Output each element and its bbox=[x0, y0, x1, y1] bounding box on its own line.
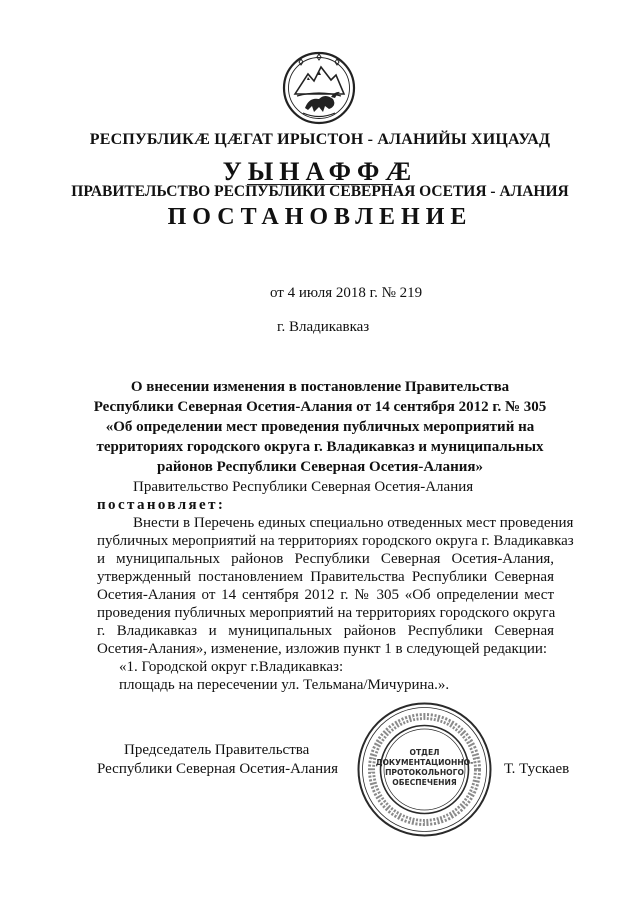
paragraph-line: утвержденный постановлением Правительства Республики Северная bbox=[97, 569, 554, 585]
stamp-line: ПРОТОКОЛЬНОГО bbox=[385, 768, 464, 777]
resolves-word: постановляет: bbox=[97, 497, 226, 513]
date-number: от 4 июля 2018 г. № 219 bbox=[270, 285, 423, 301]
government-name-russian: ПРАВИТЕЛЬСТВО РЕСПУБЛИКИ СЕВЕРНАЯ ОСЕТИЯ - АЛАНИЯ bbox=[71, 183, 569, 200]
stamp-line: ДОКУМЕНТАЦИОННО- bbox=[375, 758, 474, 767]
body-intro bbox=[97, 478, 554, 514]
title-line: районов Республики Северная Осетия-Алания» bbox=[157, 459, 483, 475]
paragraph-line: Внести в Перечень единых специально отведенных мест проведения bbox=[133, 515, 574, 531]
paragraph-line: и муниципальных районов Республики Северная Осетия-Алания, bbox=[97, 551, 554, 567]
decree-heading-ossetian: УЫНАФФÆ bbox=[222, 157, 418, 186]
paragraph-line: Осетия-Алания», изменение, изложив пункт 1 в следующей редакции: bbox=[97, 641, 548, 657]
city: г. Владикавказ bbox=[277, 319, 370, 335]
paragraph-line: Осетия-Алания от 14 сентября 2012 г. № 305 «Об определении мест bbox=[97, 587, 554, 603]
stamp-line: ОТДЕЛ bbox=[409, 748, 440, 757]
official-seal-icon bbox=[356, 701, 493, 838]
coat-of-arms-icon bbox=[281, 50, 357, 126]
title-line: территориях городского округа г. Владикавказ и муниципальных bbox=[96, 439, 544, 455]
paragraph-line: г. Владикавказ и муниципальных районов Республики Северная bbox=[97, 623, 554, 639]
signer-name: Т. Тускаев bbox=[504, 761, 570, 777]
intro-line: Правительство Республики Северная Осетия-Алания bbox=[133, 479, 474, 495]
decree-heading-russian: ПОСТАНОВЛЕНИЕ bbox=[167, 204, 473, 230]
signer-position-line2: Республики Северная Осетия-Алания bbox=[97, 761, 339, 777]
title-line: «Об определении мест проведения публичных мероприятий на bbox=[105, 419, 535, 435]
decree-title bbox=[0, 377, 640, 477]
republic-name-ossetian: РЕСПУБЛИКÆ ЦÆГАТ ИРЫСТОН - АЛАНИЙЫ ХИЦАУАД bbox=[89, 131, 551, 148]
amendment-item: площадь на пересечении ул. Тельмана/Мичурина.». bbox=[119, 677, 450, 693]
amendment-item: «1. Городской округ г.Владикавказ: bbox=[119, 659, 344, 675]
paragraph-line: проведения публичных мероприятий на территориях городского округа bbox=[97, 605, 556, 621]
paragraph-line: публичных мероприятий на территориях городского округа г. Владикавказ bbox=[97, 533, 574, 549]
title-line: Республики Северная Осетия-Алания от 14 сентября 2012 г. № 305 bbox=[93, 399, 547, 415]
stamp-line: ОБЕСПЕЧЕНИЯ bbox=[392, 778, 457, 787]
body-paragraph bbox=[97, 514, 574, 694]
title-line: О внесении изменения в постановление Правительства bbox=[130, 379, 510, 395]
signer-position-line1: Председатель Правительства bbox=[124, 742, 310, 758]
